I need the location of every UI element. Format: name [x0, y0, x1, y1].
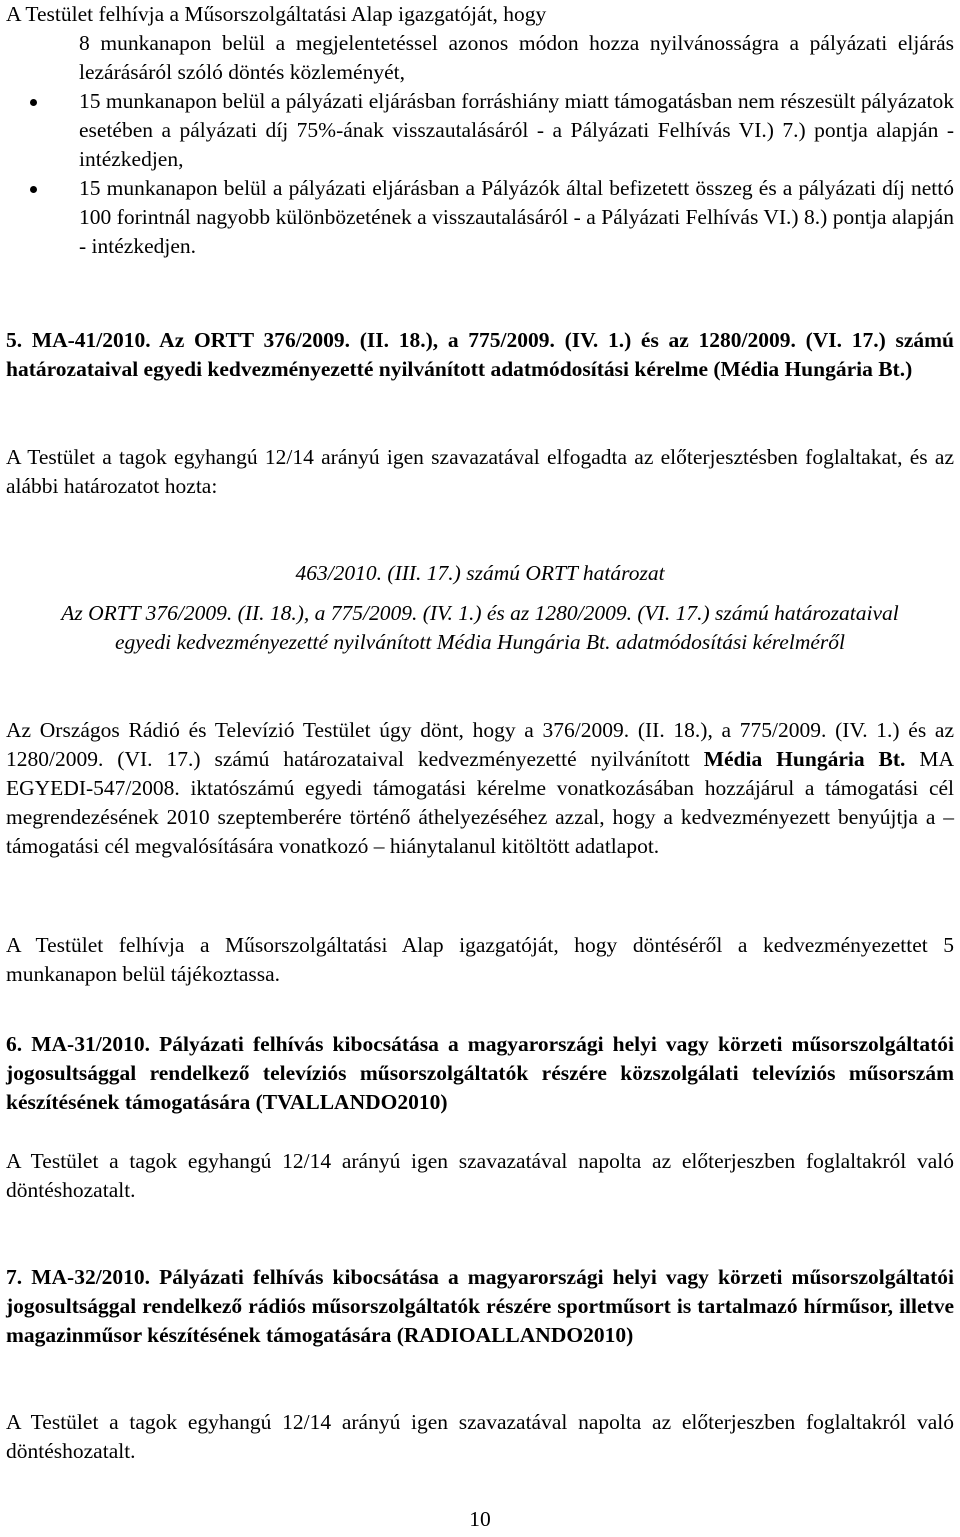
list-item	[6, 174, 954, 261]
intro-text: A Testület felhívja a Műsorszolgáltatási Alap igazgatóját, hogy	[6, 2, 547, 26]
item5-vote: A Testület a tagok egyhangú 12/14 arányú igen szavazatával elfogadta az előterjesztésben foglaltakat, és az alábbi határozatot hozta:	[6, 445, 954, 498]
list-item-text: 15 munkanapon belül a pályázati eljárásban a Pályázók által befizetett összeg és a pályázati díj nettó 100 forintnál nagyobb különbözetének a visszautalásáról - a Pályázati Felhívás VI.) 8.) pontja alapján - intézkedjen.	[79, 176, 954, 258]
item7-vote: A Testület a tagok egyhangú 12/14 arányú igen szavazatával napolta az előterjeszben foglaltakról való döntéshozatalt.	[6, 1410, 954, 1463]
item6-heading: 6. MA-31/2010. Pályázati felhívás kibocsátása a magyarországi helyi vagy körzeti műsorszolgáltatói jogosultsággal rendelkező televíziós műsorszolgáltatók részére közszolgálati televíziós műsorszám készítésének támogatására (TVALLANDO2010)	[6, 1032, 954, 1114]
item7-heading: 7. MA-32/2010. Pályázati felhívás kibocsátása a magyarországi helyi vagy körzeti műsorszolgáltatói jogosultsággal rendelkező rádiós műsorszolgáltatók részére sportműsort is tartalmazó hírműsor, illetve magazinműsor készítésének támogatására (RADIOALLANDO2010)	[6, 1265, 954, 1347]
decision-text-2: MA EGYEDI-547/2008. iktatószámú egyedi támogatási kérelme vonatkozásában hozzájárul a támogatási cél megrendezésének 2010 szeptemberére történő áthelyezéséhez azzal, hogy a kedvezményezett benyújtja a – támogatási cél megvalósítására vonatkozó – hiánytalanul kitöltött adatlapot.	[6, 747, 955, 858]
instruction-list	[6, 29, 954, 261]
decision-text-1: Az Országos Rádió és Televízió Testület úgy dönt, hogy a 376/2009. (II. 18.), a 775/2009. (IV. 1.) és az 1280/2009. (VI. 17.) számú határozataival kedvezményezetté nyilvánított	[6, 718, 954, 771]
list-item	[6, 29, 954, 87]
list-item	[6, 87, 954, 174]
item5-decision	[6, 716, 954, 861]
resolution-number: 463/2010. (III. 17.) számú ORTT határozat	[295, 561, 665, 585]
list-item-text: 8 munkanapon belül a megjelentetéssel azonos módon hozza nyilvánosságra a pályázati eljárás lezárásáról szóló döntés közleményét,	[79, 31, 954, 84]
item5-instruction: A Testület felhívja a Műsorszolgáltatási Alap igazgatóját, hogy döntéséről a kedvezményezettet 5 munkanapon belül tájékoztassa.	[6, 933, 954, 986]
page-number: 10	[469, 1507, 491, 1531]
item5-heading: 5. MA-41/2010. Az ORTT 376/2009. (II. 18.), a 775/2009. (IV. 1.) és az 1280/2009. (VI. 17.) számú határozataival egyedi kedvezményezetté nyilvánított adatmódosítási kérelme (Média Hungária Bt.)	[6, 328, 954, 381]
bullet-icon	[30, 99, 37, 106]
resolution-title: Az ORTT 376/2009. (II. 18.), a 775/2009. (IV. 1.) és az 1280/2009. (VI. 17.) számú határozataival egyedi kedvezményezetté nyilvánított Média Hungária Bt. adatmódosítási kérelméről	[61, 601, 899, 654]
list-item-text: 15 munkanapon belül a pályázati eljárásban forráshiány miatt támogatásban nem részesült pályázatok esetében a pályázati díj 75%-ának visszautalásáról - a Pályázati Felhívás VI.) 7.) pontja alapján - intézkedjen,	[79, 89, 954, 171]
bullet-icon	[30, 186, 37, 193]
item6-vote: A Testület a tagok egyhangú 12/14 arányú igen szavazatával napolta az előterjeszben foglaltakról való döntéshozatalt.	[6, 1149, 954, 1202]
decision-beneficiary: Média Hungária Bt.	[703, 747, 906, 771]
